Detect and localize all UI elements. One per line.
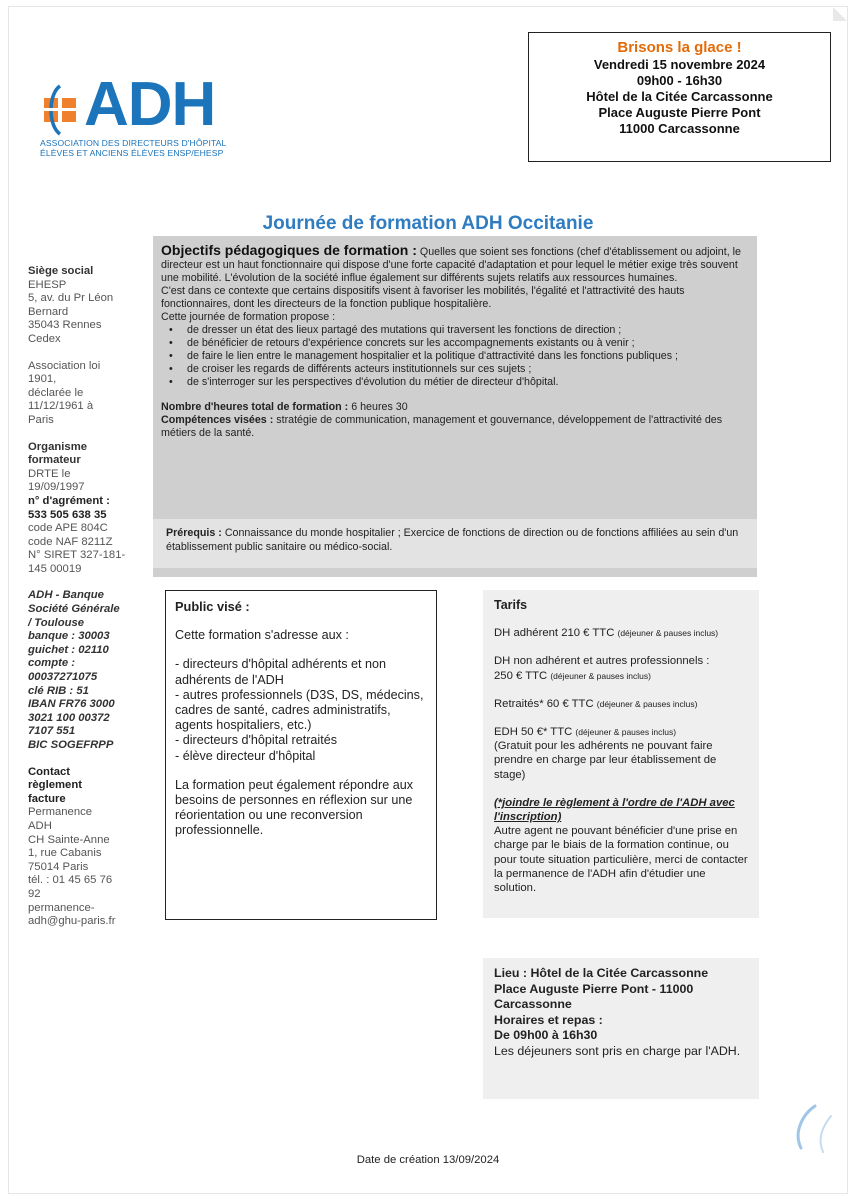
event-date: Vendredi 15 novembre 2024 bbox=[593, 57, 766, 72]
audience-outro: La formation peut également répondre aux besoins de personnes en réflexion sur une réorientation ou une reconversion professionnelle. bbox=[175, 777, 414, 838]
logo-subtitle-2: ÉLÈVES ET ANCIENS ÉLÈVES ENSP/EHESP bbox=[40, 148, 224, 158]
assoc-line: 11/12/1961 à bbox=[28, 400, 94, 413]
audience-box bbox=[165, 590, 437, 920]
price-edh bbox=[494, 725, 749, 739]
bank-line: guichet : 02110 bbox=[28, 643, 109, 656]
event-street: Place Auguste Pierre Pont bbox=[598, 105, 761, 120]
organisme-line: code APE 804C bbox=[28, 522, 108, 535]
meals-note: Les déjeuners sont pris en charge par l'ADH. bbox=[494, 1043, 741, 1058]
assoc-line: 1901, bbox=[28, 373, 57, 386]
price-retraites bbox=[494, 697, 749, 711]
spacer bbox=[175, 643, 428, 657]
pricing-heading: Tarifs bbox=[494, 598, 528, 612]
assoc-line: Association loi bbox=[28, 359, 101, 372]
objectives-propose: Cette journée de formation propose : bbox=[161, 311, 336, 323]
price-text: EDH 50 €* TTC bbox=[494, 726, 573, 739]
pricing-box bbox=[483, 590, 759, 918]
page-title: Journée de formation ADH Occitanie bbox=[262, 213, 594, 234]
audience-item: - autres professionnels (D3S, DS, médecins, cadres de santé, cadres administratifs, agents hospitaliers, etc.) bbox=[175, 687, 424, 733]
bank-line: Société Générale bbox=[28, 603, 120, 616]
siege-line: 35043 Rennes bbox=[28, 319, 102, 332]
bank-line: / Toulouse bbox=[28, 616, 85, 629]
bank-line: IBAN FR76 3000 bbox=[28, 698, 115, 711]
spacer bbox=[175, 614, 428, 628]
organisme-line: 19/09/1997 bbox=[28, 481, 85, 494]
contact-heading: règlement bbox=[28, 779, 82, 792]
audience-intro: Cette formation s'adresse aux : bbox=[175, 628, 349, 643]
venue-line: Place Auguste Pierre Pont - 11000 bbox=[494, 981, 694, 996]
page-corner-curl bbox=[833, 7, 847, 21]
bank-line: ADH - Banque bbox=[28, 589, 104, 602]
bank-block bbox=[28, 589, 138, 752]
organisme-line: N° SIRET 327-181- bbox=[28, 549, 126, 562]
price-text: DH non adhérent et autres professionnels : bbox=[494, 655, 710, 668]
siege-line: Bernard bbox=[28, 305, 69, 318]
audience-item: - directeurs d'hôpital adhérents et non adhérents de l'ADH bbox=[175, 657, 387, 687]
decorative-swoosh-icon bbox=[785, 1102, 835, 1154]
bank-line: banque : 30003 bbox=[28, 630, 110, 643]
list-item: • de bénéficier de retours d'expérience concrets sur les accompagnements existants ou à venir ; bbox=[161, 337, 747, 350]
siege-line: 5, av. du Pr Léon bbox=[28, 292, 114, 305]
objectives-heading: Objectifs pédagogiques de formation : bbox=[161, 242, 417, 258]
audience-item: - directeurs d'hôpital retraités bbox=[175, 733, 337, 748]
contact-line: 92 bbox=[28, 887, 41, 900]
association-block bbox=[28, 360, 138, 428]
price-text: 250 € TTC bbox=[494, 669, 548, 682]
assoc-line: déclarée le bbox=[28, 386, 84, 399]
audience-item: - élève directeur d'hôpital bbox=[175, 748, 316, 763]
list-item: • de faire le lien entre le management hospitalier et la politique d'attractivité dans les fonctions publiques ; bbox=[161, 350, 747, 363]
contact-line: ADH bbox=[28, 819, 52, 832]
price-note: (déjeuner & pauses inclus) bbox=[617, 628, 719, 639]
spacer bbox=[175, 764, 428, 778]
event-tagline: Brisons la glace ! bbox=[617, 39, 742, 56]
hours-total bbox=[161, 401, 747, 414]
siege-block bbox=[28, 265, 138, 347]
hours-value: 6 heures 30 bbox=[351, 401, 408, 413]
bank-line: 7107 551 bbox=[28, 725, 76, 738]
organisme-line: 145 00019 bbox=[28, 562, 82, 575]
schedule-label: Horaires et repas : bbox=[494, 1012, 603, 1027]
venue-line: Lieu : Hôtel de la Citée Carcassonne bbox=[494, 966, 709, 980]
contact-line: tél. : 01 45 65 76 bbox=[28, 874, 113, 887]
contact-heading: facture bbox=[28, 792, 66, 805]
price-dh-adherent bbox=[494, 626, 749, 640]
prerequisites-block bbox=[153, 519, 757, 568]
organisme-heading: formateur bbox=[28, 454, 81, 467]
venue-box bbox=[483, 958, 759, 1099]
prereq-label: Prérequis : bbox=[166, 527, 222, 539]
price-note: (déjeuner & pauses inclus) bbox=[575, 727, 677, 738]
logo-subtitle-1: ASSOCIATION DES DIRECTEURS D'HÔPITAL bbox=[40, 138, 227, 148]
contact-line: 1, rue Cabanis bbox=[28, 847, 102, 860]
organisme-block bbox=[28, 441, 138, 577]
adh-logo-mark-icon bbox=[40, 84, 82, 136]
venue-line: Carcassonne bbox=[494, 997, 572, 1012]
organisme-heading: Organisme bbox=[28, 440, 88, 453]
contact-line: Permanence bbox=[28, 806, 93, 819]
bank-line: compte : bbox=[28, 657, 76, 670]
creation-date: Date de création 13/09/2024 bbox=[356, 1154, 500, 1166]
price-note: (déjeuner & pauses inclus) bbox=[596, 698, 698, 709]
objectives-intro bbox=[161, 244, 747, 285]
skills-label: Compétences visées : bbox=[161, 414, 274, 426]
organisme-line: code NAF 8211Z bbox=[28, 535, 113, 548]
spacer bbox=[494, 711, 749, 725]
event-city: 11000 Carcassonne bbox=[619, 121, 740, 136]
spacer bbox=[494, 782, 749, 796]
event-info-box bbox=[528, 32, 831, 162]
assoc-line: Paris bbox=[28, 413, 54, 426]
spacer bbox=[494, 683, 749, 697]
schedule-value: De 09h00 à 16h30 bbox=[494, 1028, 598, 1043]
spacer bbox=[494, 640, 749, 654]
contact-block bbox=[28, 766, 138, 929]
contact-line: 75014 Paris bbox=[28, 860, 89, 873]
adh-logo bbox=[40, 70, 230, 168]
price-text: DH adhérent 210 € TTC bbox=[494, 627, 615, 640]
contact-email: adh@ghu-paris.fr bbox=[28, 915, 116, 928]
siege-line: Cedex bbox=[28, 332, 61, 345]
contact-heading: Contact bbox=[28, 765, 71, 778]
list-item: • de croiser les regards de différents acteurs institutionnels sur ces sujets ; bbox=[161, 363, 747, 376]
spacer bbox=[161, 389, 747, 401]
hours-label: Nombre d'heures total de formation : bbox=[161, 401, 349, 413]
objectives-intro-text: Quelles que soient ses fonctions (chef d'établissement ou adjoint, le directeur est un haut fonctionnaire qui dispose d'une forte capacité d'adaptation et pour lequel le métier exige très souvent une mobilité. L'évolution de la société influe également sur différents sujets relatifs aux ressources humaines. bbox=[161, 246, 741, 284]
skills-value: stratégie de communication, management et gouvernance, développement de l'attractivité des métiers de la santé. bbox=[161, 414, 723, 439]
payment-note: (*joindre le règlement à l'ordre de l'ADH avec l'inscription) bbox=[494, 796, 735, 824]
skills bbox=[161, 414, 747, 440]
prereq-value: Connaissance du monde hospitalier ; Exercice de fonctions de direction ou de fonctions affiliées au sein d'un établissement public sanitaire ou médico-social. bbox=[166, 527, 739, 553]
siege-line: EHESP bbox=[28, 278, 67, 291]
siege-heading: Siège social bbox=[28, 265, 94, 277]
objectives-block bbox=[153, 236, 757, 577]
spacer bbox=[494, 612, 749, 626]
contact-line: CH Sainte-Anne bbox=[28, 833, 110, 846]
bank-line: 3021 100 00372 bbox=[28, 711, 110, 724]
organisme-line: DRTE le bbox=[28, 467, 71, 480]
objectives-context: C'est dans ce contexte que certains dispositifs visent à favoriser les mobilités, l'égalité et l'attractivité des hauts fonctionnaires, dont les directeurs de la fonction publique hospitalière. bbox=[161, 285, 685, 310]
agrement-label: n° d'agrément : bbox=[28, 494, 110, 507]
price-text: Retraités* 60 € TTC bbox=[494, 697, 594, 710]
bank-line: clé RIB : 51 bbox=[28, 684, 89, 697]
event-hours: 09h00 - 16h30 bbox=[636, 73, 723, 88]
objectives-list bbox=[161, 324, 747, 389]
contact-line: permanence- bbox=[28, 901, 95, 914]
bank-line: 00037271075 bbox=[28, 671, 98, 684]
event-venue: Hôtel de la Citée Carcassonne bbox=[586, 89, 773, 104]
list-item: • de s'interroger sur les perspectives d'évolution du métier de directeur d'hôpital. bbox=[161, 376, 747, 389]
other-agent-note: Autre agent ne pouvant bénéficier d'une prise en charge par le biais de la formation continue, ou pour toute situation particulière, merci de contacter la permanence de l'ADH afin d'étudier une solution. bbox=[494, 825, 748, 895]
sidebar-legal-info bbox=[28, 265, 138, 942]
agrement-number: 533 505 638 35 bbox=[28, 508, 107, 521]
audience-heading: Public visé : bbox=[175, 599, 250, 614]
list-item: • de dresser un état des lieux partagé des mutations qui traversent les fonctions de direction ; bbox=[161, 324, 747, 337]
price-note: (déjeuner & pauses inclus) bbox=[550, 670, 651, 681]
price-dh-non-adherent bbox=[494, 654, 749, 682]
logo-wordmark: ADH bbox=[84, 70, 216, 139]
price-edh-free: (Gratuit pour les adhérents ne pouvant faire prendre en charge par leur établissement de stage) bbox=[494, 740, 717, 781]
bank-line: BIC SOGEFRPP bbox=[28, 739, 114, 751]
